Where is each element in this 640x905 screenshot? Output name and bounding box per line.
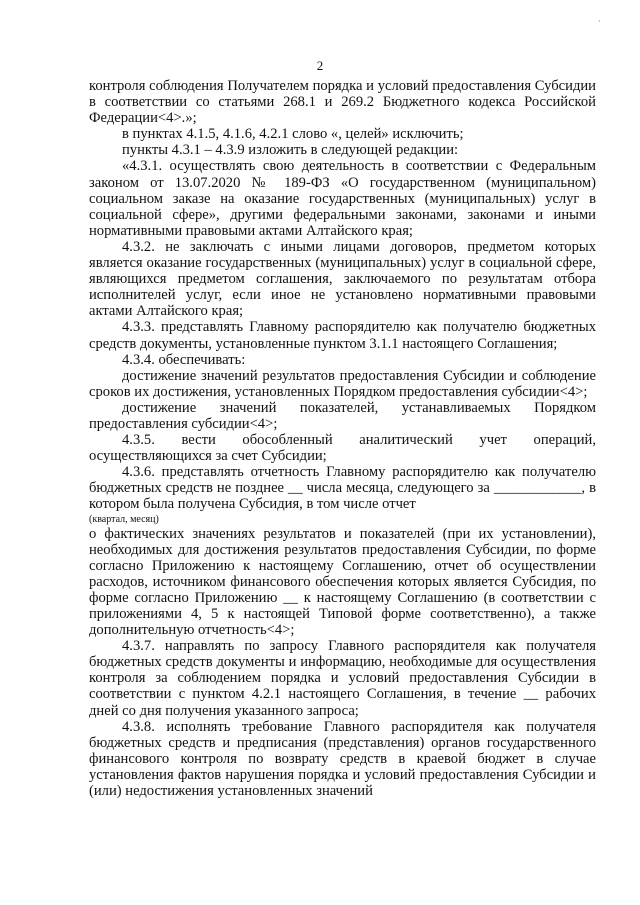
paragraph-indicators-achievement: достижение значений показателей, устанавливаемых Порядком предоставления субсидии<4>; — [89, 399, 596, 432]
corner-mark: · — [598, 17, 601, 26]
paragraph-4-3-3: 4.3.3. представлять Главному распорядителю как получателю бюджетных средств документы, установленные пунктом 3.1.1 настоящего Соглашения; — [89, 319, 596, 352]
paragraph-4-3-6: 4.3.6. представлять отчетность Главному распорядителю как получателю бюджетных средств не позднее __ числа месяца, следующего за ____________, в котором была получена Субсидия, в том числе отчет — [89, 464, 596, 513]
paragraph-4-3-2: 4.3.2. не заключать с иными лицами договоров, предметом которых является оказание государственных (муниципальных) услуг в социальной сфере, являющихся предметом соглашения, заключаемого по результатам отбора исполнителей услуг, если иное не установлено нормативными правовыми актами Алтайского края; — [89, 238, 596, 320]
paragraph-4-3-4: 4.3.4. обеспечивать: — [122, 351, 246, 368]
paragraph-control: контроля соблюдения Получателем порядка и условий предоставления Субсидии в соответствии со статьями 268.1 и 269.2 Бюджетного кодекса Российской Федерации<4>.»; — [89, 78, 596, 127]
paragraph-4-3-7: 4.3.7. направлять по запросу Главного распорядителя как получателя бюджетных средств документы и информацию, необходимые для осуществления контроля за соблюдением порядка и условий предоставления Субсидии в соответствии с пунктом 4.2.1 настоящего Соглашения, в течение __ рабочих дней со дня получения указанного запроса; — [89, 638, 596, 719]
paragraph-4-3-8: 4.3.8. исполнять требование Главного распорядителя как получателя бюджетных средств и предписания (представления) органов государственного финансового контроля по возврату средств в краевой бюджет в случае установления фактов нарушения порядка и условий предоставления Субсидии и (или) недостижения установленных значений — [89, 718, 596, 800]
document-body — [89, 78, 596, 799]
paragraph-4-3-1: «4.3.1. осуществлять свою деятельность в соответствии с Федеральным законом от 13.07.2020 № 189-ФЗ «О государственном (муниципальном) социальном заказе на оказание государственных (муниципальных) услуг в социальной сфере», другими федеральными законами, законами и иными нормативными правовыми актами Алтайского края; — [89, 158, 596, 239]
paragraph-report-details: о фактических значениях результатов и показателей (при их установлении), необходимых для достижения результатов предоставления Субсидии, по форме согласно Приложению к настоящему Соглашению, отчет об осуществлении расходов, источником финансового обеспечения которых является Субсидия, по форме согласно Приложению __ к настоящему Соглашению (в соответствии с приложениями 4, 5 к настоящей Типовой форме соответственно), а также дополнительную отчетность<4>; — [89, 525, 596, 639]
page-number: 2 — [316, 58, 324, 73]
paragraph-points-exclusion: в пунктах 4.1.5, 4.1.6, 4.2.1 слово «, целей» исключить; — [122, 126, 464, 143]
period-hint: (квартал, месяц) — [89, 513, 159, 525]
paragraph-new-edition: пункты 4.3.1 – 4.3.9 изложить в следующей редакции: — [122, 142, 459, 159]
paragraph-4-3-5: 4.3.5. вести обособленный аналитический учет операций, осуществляющихся за счет Субсидии; — [89, 432, 596, 465]
paragraph-results-achievement: достижение значений результатов предоставления Субсидии и соблюдение сроков их достижения, установленных Порядком предоставления субсидии<4>; — [89, 367, 596, 400]
